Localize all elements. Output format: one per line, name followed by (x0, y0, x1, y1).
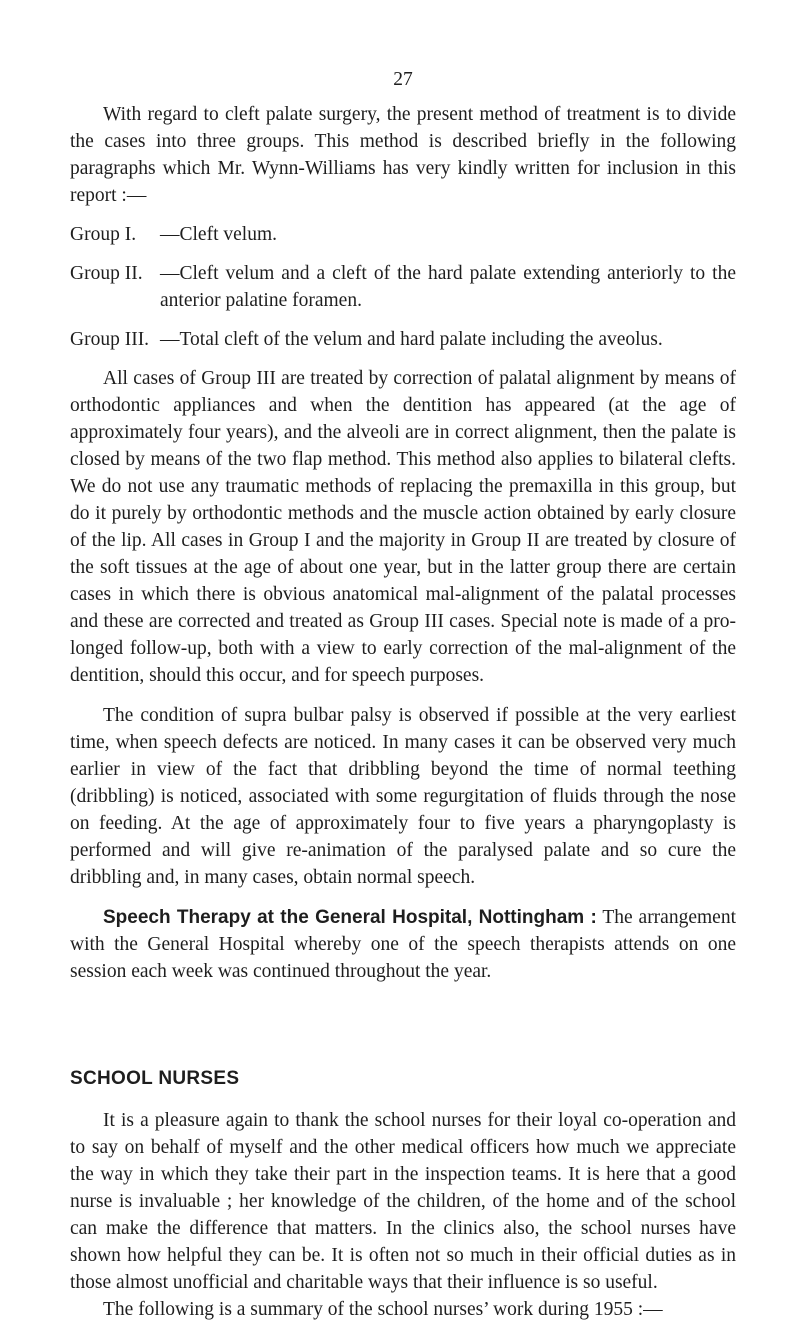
group-item (70, 326, 736, 353)
group-label: Group I. (70, 224, 137, 245)
group-three-paragraph: All cases of Group III are treated by correction of palatal alignment by means of orthodontic appliances and when the dentition has appeared (at the age of approximately four years), and the alveoli are in correct alignment, then the palate is closed by means of the two flap method. This method also applies to bilateral clefts. We do not use any traumatic methods of replacing the premaxilla in this group, but do it purely by orthodontic methods and the muscle action obtained by early closure of the lip. All cases in Group I and the majority in Group II are treated by closure of the soft tissues at the age of about one year, but in the latter group there are certain cases in which there is obvious anatomical mal-alignment of the palatal processes and these are corrected and treated as Group III cases. Special note is made of a pro-longed follow-up, both with a view to early correction of the mal-alignment of the dentition, should this occur, and for speech purposes. (70, 368, 736, 686)
group-description: —Cleft velum and a cleft of the hard palate extending anteriorly to the anterior palatine foramen. (160, 263, 736, 311)
bulbar-palsy-paragraph: The condition of supra bulbar palsy is observed if possible at the very earliest time, when speech defects are noticed. In many cases it can be observed very much earlier in view of the fact that dribbling beyond the time of normal teething (dribbling) is noticed, associated with some regurgitation of fluids through the nose on feeding. At the age of approximately four to five years a pharyngoplasty is performed and will give re-animation of the paralysed palate and so cure the dribbling and, in many cases, obtain normal speech. (70, 705, 736, 888)
document-page (70, 0, 736, 1323)
group-list (70, 221, 736, 353)
speech-therapy-heading: Speech Therapy at the General Hospital, Nottingham : (103, 907, 597, 928)
group-item (70, 221, 736, 248)
summary-line: The following is a summary of the school nurses’ work during 1955 :— (103, 1299, 663, 1320)
group-description: —Cleft velum. (160, 224, 277, 245)
group-label: Group III. (70, 329, 150, 350)
speech-therapy-paragraph (70, 904, 736, 985)
group-description: —Total cleft of the velum and hard palate including the aveolus. (160, 329, 663, 350)
school-nurses-paragraph: It is a pleasure again to thank the school nurses for their loyal co-operation and to say on behalf of myself and the other medical officers how much we appreciate the way in which they take their part in the inspection teams. It is here that a good nurse is invaluable ; her knowledge of the children, of the home and of the school can make the difference that matters. In the clinics also, the school nurses have shown how helpful they can be. It is often not so much in their official duties as in those almost unofficial and charitable ways that their influence is so useful. (70, 1110, 736, 1293)
speech-therapy-text: The arrangement with the General Hospital whereby one of the speech therapists attends on one session each week was continued throughout the year. (70, 907, 736, 982)
intro-paragraph: With regard to cleft palate surgery, the present method of treatment is to divide the cases into three groups. This method is described briefly in the following paragraphs which Mr. Wynn-Williams has very kindly written for inclusion in this report :— (70, 104, 736, 206)
group-item (70, 260, 736, 314)
school-nurses-title: SCHOOL NURSES (70, 1068, 240, 1089)
group-label: Group II. (70, 263, 143, 284)
page-number: 27 (393, 69, 413, 90)
